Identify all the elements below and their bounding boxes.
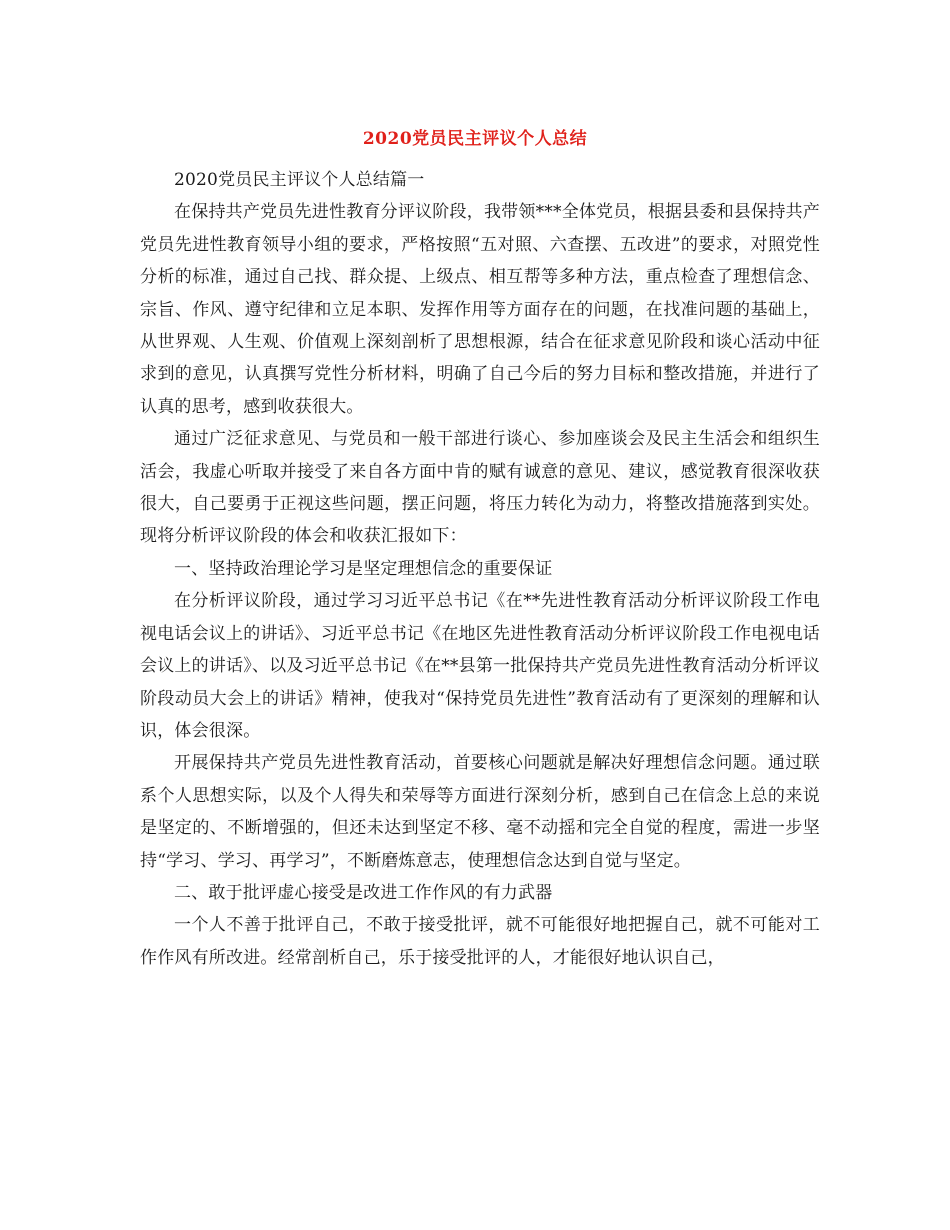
document-title: 2020党员民主评议个人总结 bbox=[362, 129, 588, 149]
section-heading-1: 一、坚持政治理论学习是坚定理想信念的重要保证 bbox=[174, 558, 553, 579]
paragraph-subtitle: 2020党员民主评议个人总结篇一 bbox=[174, 170, 425, 190]
document-body bbox=[140, 164, 820, 974]
paragraph-feedback: 通过广泛征求意见、与党员和一般干部进行谈心、参加座谈会及民主生活会和组织生活会，我虚心听取并接受了来自各方面中肯的赋有诚意的意见、建议，感觉教育很深收获很大，自己要勇于正视这些问题，摆正问题，将压力转化为动力，将整改措施落到实处。现将分析评议阶段的体会和收获汇报如下： bbox=[140, 429, 820, 547]
paragraph-intro: 在保持共产党员先进性教育分评议阶段，我带领***全体党员，根据县委和县保持共产党员先进性教育领导小组的要求，严格按照“五对照、六查摆、五改进”的要求，对照党性分析的标准，通过自己找、群众提、上级点、相互帮等多种方法，重点检查了理想信念、宗旨、作风、遵守纪律和立足本职、发挥作用等方面存在的问题，在找准问题的基础上，从世界观、人生观、价值观上深刻剖析了思想根源，结合在征求意见阶段和谈心活动中征求到的意见，认真撰写党性分析材料，明确了自己今后的努力目标和整改措施，并进行了认真的思考，感到收获很大。 bbox=[140, 202, 820, 417]
paragraph-belief: 开展保持共产党员先进性教育活动，首要核心问题就是解决好理想信念问题。通过联系个人思想实际，以及个人得失和荣辱等方面进行深刻分析，感到自己在信念上总的来说是坚定的、不断增强的，但还未达到坚定不移、毫不动摇和完全自觉的程度，需进一步坚持“学习、学习、再学习”，不断磨炼意志，使理想信念达到自觉与坚定。 bbox=[140, 753, 820, 871]
paragraph-criticism: 一个人不善于批评自己，不敢于接受批评，就不可能很好地把握自己，就不可能对工作作风有所改进。经常剖析自己，乐于接受批评的人，才能很好地认识自己， bbox=[140, 915, 820, 968]
section-heading-2: 二、敢于批评虚心接受是改进工作作风的有力武器 bbox=[174, 882, 553, 903]
paragraph-study: 在分析评议阶段，通过学习习近平总书记《在**先进性教育活动分析评议阶段工作电视电话会议上的讲话》、习近平总书记《在地区先进性教育活动分析评议阶段工作电视电话会议上的讲话》、以及习近平总书记《在**县第一批保持共产党员先进性教育活动分析评议阶段动员大会上的讲话》精神，使我对“保持党员先进性”教育活动有了更深刻的理解和认识，体会很深。 bbox=[140, 591, 820, 741]
